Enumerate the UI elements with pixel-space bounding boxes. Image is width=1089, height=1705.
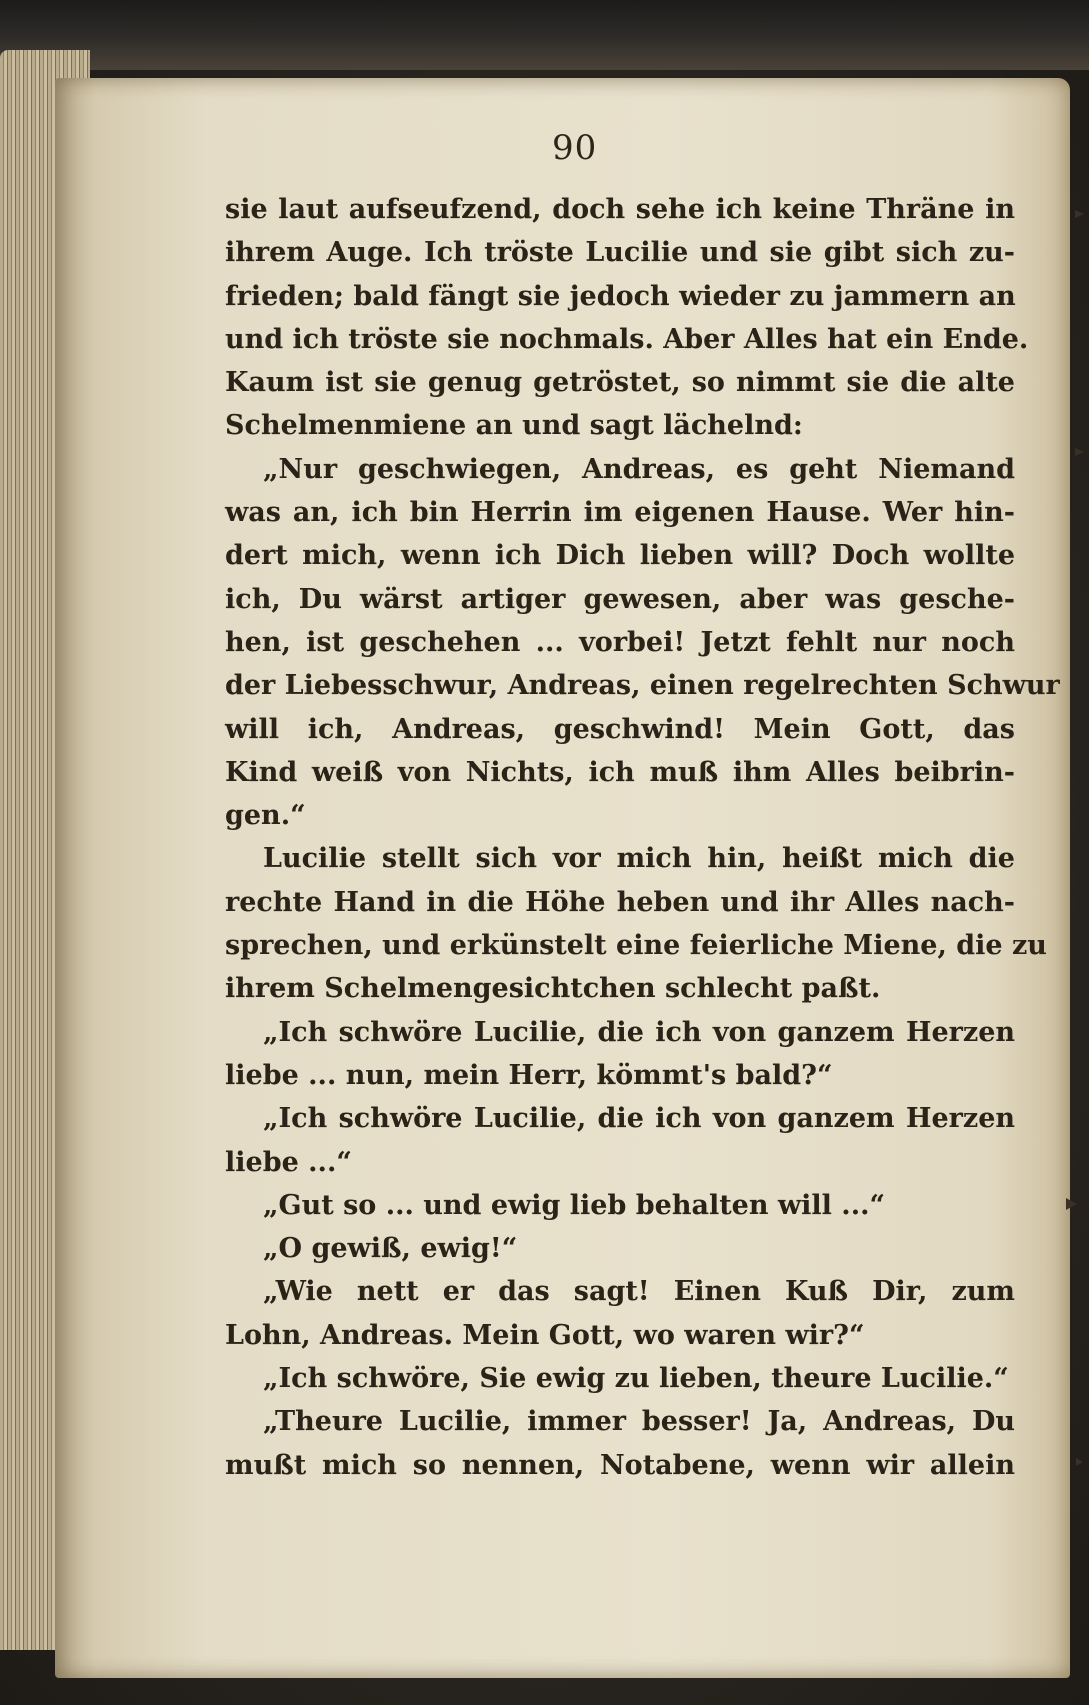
margin-mark — [1075, 210, 1084, 218]
text-line: Lucilie stellt sich vor mich hin, heißt mich die — [263, 843, 1015, 875]
text-line: und ich tröste sie nochmals. Aber Alles hat ein Ende. — [225, 323, 1029, 355]
text-line: ihrem Schelmengesichtchen schlecht paßt. — [225, 973, 881, 1005]
text-line: „Gut so ... und ewig lieb behalten will ...“ — [263, 1189, 886, 1221]
page-text — [225, 188, 1060, 1487]
text-line: liebe ... nun, mein Herr, kömmt's bald?“ — [225, 1059, 833, 1091]
book-cover-edge — [0, 0, 1089, 70]
text-line: gen.“ — [225, 800, 306, 832]
margin-mark — [1076, 1458, 1083, 1466]
text-line: Kaum ist sie genug getröstet, so nimmt sie die alte — [225, 367, 1015, 399]
text-line: sprechen, und erkünstelt eine feierliche Miene, die zu — [225, 930, 1047, 962]
text-line: „Wie nett er das sagt! Einen Kuß Dir, zum — [263, 1276, 1015, 1308]
text-line: der Liebesschwur, Andreas, einen regelrechten Schwur — [225, 670, 1060, 702]
text-line: mußt mich so nennen, Notabene, wenn wir allein — [225, 1449, 1015, 1481]
text-line: „O gewiß, ewig!“ — [263, 1233, 518, 1265]
text-line: „Theure Lucilie, immer besser! Ja, Andreas, Du — [263, 1406, 1015, 1438]
text-line: rechte Hand in die Höhe heben und ihr Alles nach- — [225, 886, 1015, 918]
margin-mark — [1075, 448, 1084, 456]
text-line: Schelmenmiene an und sagt lächelnd: — [225, 410, 803, 442]
text-line: hen, ist geschehen ... vorbei! Jetzt fehlt nur noch — [225, 626, 1015, 658]
text-line: ich, Du wärst artiger gewesen, aber was gesche- — [225, 583, 1015, 615]
text-line: „Ich schwöre Lucilie, die ich von ganzem Herzen — [263, 1103, 1015, 1135]
text-line: sie laut aufseufzend, doch sehe ich keine Thräne in — [225, 194, 1015, 225]
text-line: liebe ...“ — [225, 1146, 352, 1178]
text-line: will ich, Andreas, geschwind! Mein Gott, das — [225, 713, 1015, 745]
text-line: ihrem Auge. Ich tröste Lucilie und sie gibt sich zu- — [225, 237, 1015, 269]
text-line: „Nur geschwiegen, Andreas, es geht Niemand — [263, 453, 1015, 485]
text-line: dert mich, wenn ich Dich lieben will? Doch wollte — [225, 540, 1015, 572]
text-line: frieden; bald fängt sie jedoch wieder zu jammern an — [225, 280, 1016, 312]
text-line: Kind weiß von Nichts, ich muß ihm Alles beibrin- — [225, 756, 1015, 788]
text-line: was an, ich bin Herrin im eigenen Hause. Wer hin- — [225, 497, 1015, 529]
text-line: „Ich schwöre Lucilie, die ich von ganzem Herzen — [263, 1016, 1015, 1048]
page-number: 90 — [552, 128, 598, 168]
margin-mark — [1066, 1198, 1077, 1210]
text-line: „Ich schwöre, Sie ewig zu lieben, theure Lucilie.“ — [263, 1363, 1009, 1395]
text-line: Lohn, Andreas. Mein Gott, wo waren wir?“ — [225, 1319, 865, 1351]
